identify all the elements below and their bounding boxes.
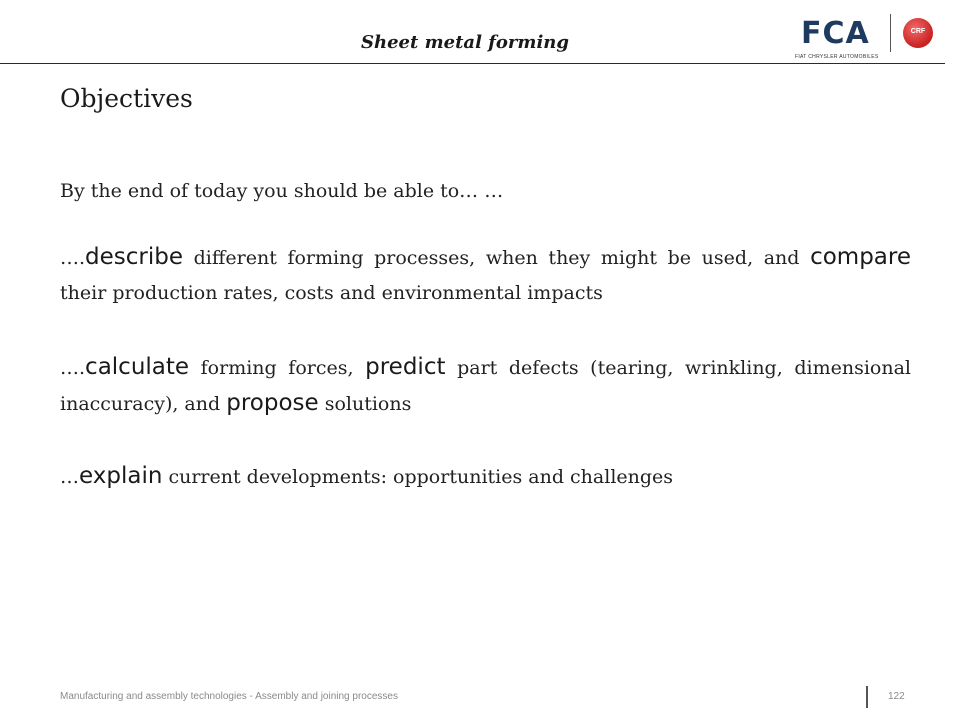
lead-dots: …. bbox=[60, 247, 86, 269]
keyword-calculate: calculate bbox=[85, 354, 190, 380]
fca-logo-subtext: FIAT CHRYSLER AUTOMOBILES bbox=[795, 54, 879, 60]
section-title: Sheet metal forming bbox=[361, 32, 569, 53]
objective-text: part defects (tearing, wrinkling, dimensional inaccuracy), and bbox=[60, 357, 911, 415]
objective-text: different forming processes, when they might be used, and bbox=[183, 247, 811, 269]
intro-text: By the end of today you should be able to… … bbox=[60, 180, 504, 202]
footer-text: Manufacturing and assembly technologies - Assembly and joining processes bbox=[60, 691, 398, 702]
keyword-propose: propose bbox=[226, 390, 319, 416]
logo-divider bbox=[890, 14, 891, 52]
page-number: 122 bbox=[888, 691, 905, 702]
objective-text: current developments: opportunities and challenges bbox=[162, 466, 674, 488]
fca-logo-wordmark: FCA bbox=[801, 16, 870, 51]
objective-text: forming forces, bbox=[189, 357, 366, 379]
objective-explain bbox=[60, 459, 911, 495]
footer-divider bbox=[866, 686, 868, 708]
keyword-predict: predict bbox=[365, 354, 446, 380]
header-divider bbox=[0, 63, 945, 64]
lead-dots: … bbox=[60, 466, 79, 488]
crf-logo-text: CRF bbox=[910, 28, 926, 35]
fca-logo bbox=[795, 12, 885, 60]
keyword-compare: compare bbox=[810, 244, 911, 270]
objective-text: their production rates, costs and environmental impacts bbox=[60, 282, 603, 304]
objective-text: solutions bbox=[318, 393, 412, 415]
keyword-describe: describe bbox=[85, 244, 184, 270]
keyword-explain: explain bbox=[79, 463, 163, 489]
objective-calculate bbox=[60, 350, 911, 422]
crf-logo bbox=[903, 18, 933, 48]
lead-dots: …. bbox=[60, 357, 86, 379]
objective-describe bbox=[60, 240, 911, 311]
slide-title: Objectives bbox=[60, 84, 193, 113]
